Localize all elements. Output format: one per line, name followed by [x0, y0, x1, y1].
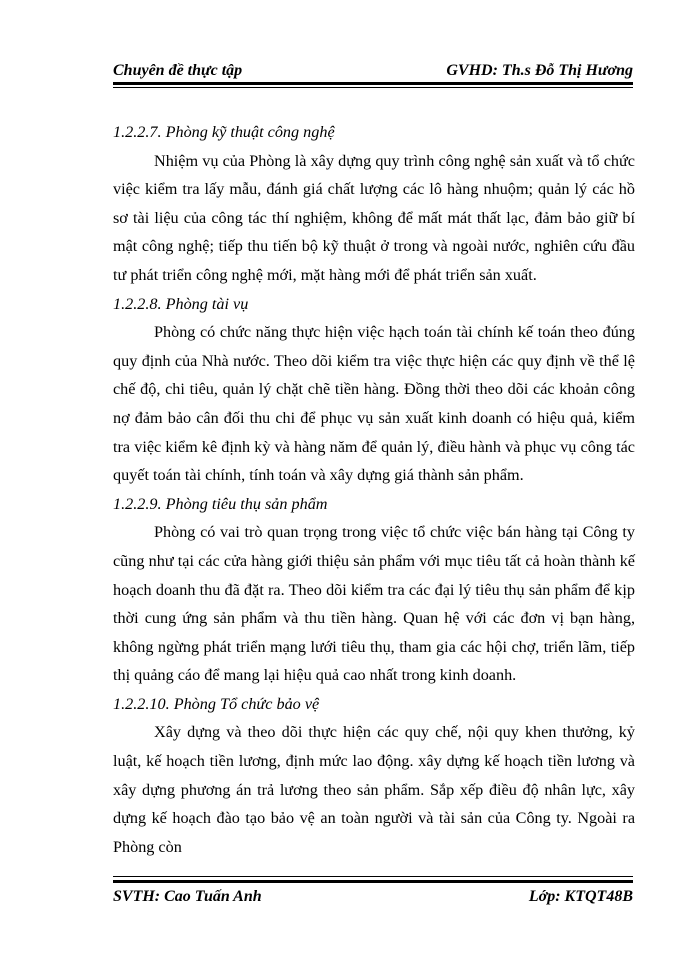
section-heading-2: 1.2.2.8. Phòng tài vụ [113, 294, 249, 313]
page-header [113, 56, 633, 80]
section-heading-1: 1.2.2.7. Phòng kỹ thuật công nghệ [113, 123, 335, 141]
page-footer [113, 888, 633, 906]
section-paragraph-3: Phòng có vai trò quan trọng trong việc tổ chức việc bán hàng tại Công ty cũng như tại các cửa hàng giới thiệu sản phẩm với mục tiêu tất cả hoàn thành kế hoạch doanh thu đã đặt ra. Theo dõi kiểm tra các đại lý tiêu thụ sản phẩm để kịp thời cung ứng sản phẩm và thu tiền hàng. Quan hệ với các đơn vị bạn hàng, không ngừng phát triển mạng lưới tiêu thụ, tham gia các hội chợ, triển lãm, tiếp thị quảng cáo để mang lại hiệu quả cao nhất trong kinh doanh. [113, 523, 635, 685]
section-paragraph-1: Nhiệm vụ của Phòng là xây dựng quy trình công nghệ sản xuất và tổ chức việc kiểm tra lấy mẫu, đánh giá chất lượng các lô hàng nhuộm; quản lý các hồ sơ tài liệu của công tác thí nghiệm, không để mất mát thất lạc, đảm bảo giữ bí mật công nghệ; tiếp thu tiến bộ kỹ thuật ở trong và ngoài nước, nghiên cứu đầu tư phát triển công nghệ mới, mặt hàng mới để phát triển sản xuất. [113, 151, 635, 284]
header-right-text: GVHD: Th.s Đỗ Thị Hương [446, 62, 633, 79]
header-left-text: Chuyên đề thực tập [113, 62, 243, 79]
header-divider [113, 82, 633, 85]
footer-right-text: Lớp: KTQT48B [528, 888, 633, 905]
section-heading-4: 1.2.2.10. Phòng Tổ chức bảo vệ [113, 694, 320, 713]
section-paragraph-2: Phòng có chức năng thực hiện việc hạch toán tài chính kế toán theo đúng quy định của Nhà nước. Theo dõi kiểm tra việc thực hiện các quy định về thể lệ chế độ, chi tiêu, quản lý chặt chẽ tiền hàng. Đồng thời theo dõi các khoản công nợ đảm bảo cân đối thu chi để phục vụ sản xuất kinh doanh có hiệu quả, kiểm tra việc kiểm kê định kỳ và hàng năm để quản lý, điều hành và phục vụ công tác quyết toán tài chính, tính toán và xây dựng giá thành sản phẩm. [113, 323, 635, 485]
section-paragraph-4: Xây dựng và theo dõi thực hiện các quy chế, nội quy khen thưởng, kỷ luật, kế hoạch tiền lương, định mức lao động. xây dựng kế hoạch tiền lương và xây dựng phương án trả lương theo sản phẩm. Sắp xếp điều độ nhân lực, xây dựng kế hoạch đào tạo bảo vệ an toàn người và tài sản của Công ty. Ngoài ra Phòng còn [113, 723, 635, 856]
document-body [113, 118, 635, 861]
header-divider-thin [113, 87, 633, 88]
footer-divider-thin [113, 876, 633, 877]
footer-left-text: SVTH: Cao Tuấn Anh [113, 888, 262, 905]
section-heading-3: 1.2.2.9. Phòng tiêu thụ sản phẩm [113, 494, 328, 513]
footer-divider [113, 880, 633, 883]
